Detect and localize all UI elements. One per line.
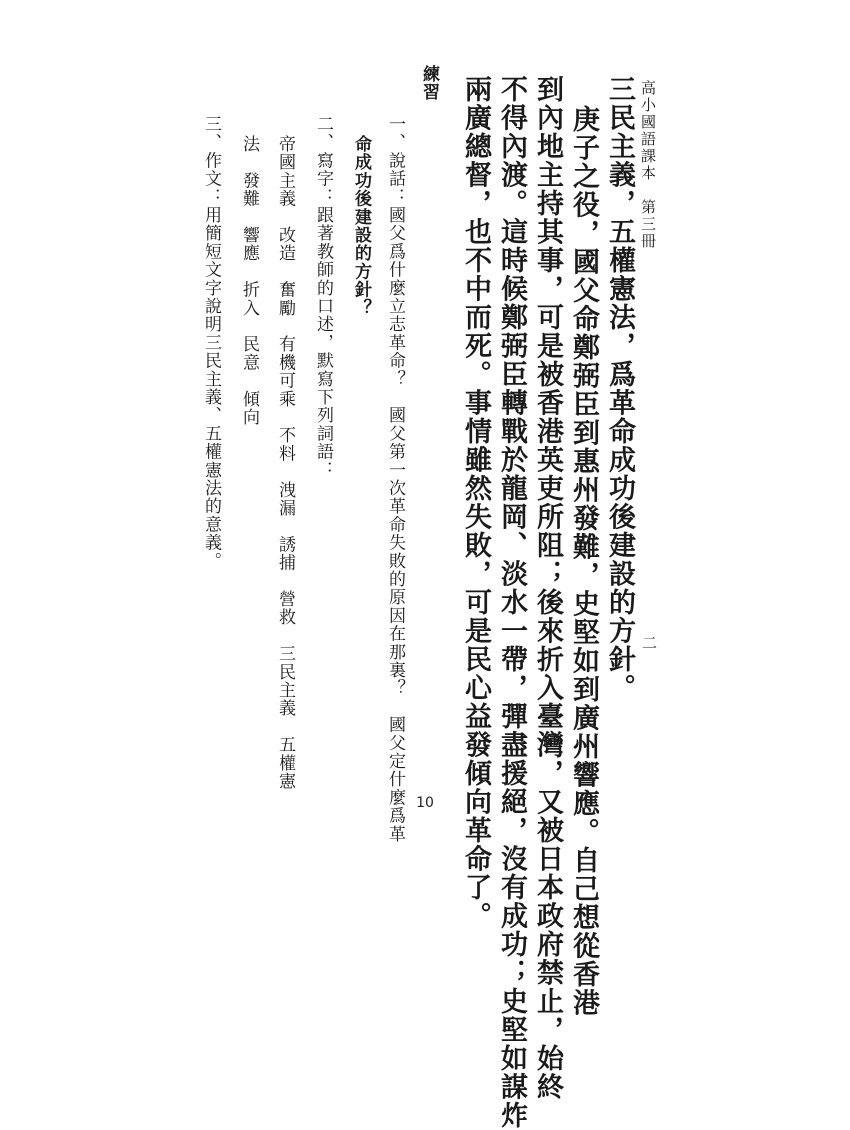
- practice-item-2-line-3: 法 發難 響應 折入 民意 傾向: [239, 135, 259, 427]
- practice-heading: 練習: [419, 65, 439, 102]
- body-line-3: 到內地主持其事，可是被香港英吏所阻；後來折入臺灣，又被日本政府禁止，始終: [532, 75, 563, 1101]
- page-number: 10: [416, 795, 434, 811]
- book-title-header: 高小國語課本 第三冊: [639, 80, 657, 250]
- practice-item-2-line-1: 二、寫字：跟著教師的口述，默寫下列詞語：: [313, 115, 333, 479]
- practice-item-1-line-2: 命成功後建設的方針？: [351, 135, 371, 317]
- practice-item-1-line-1: 一、說話：國父爲什麼立志革命？ 國父第一次革命失敗的原因在那裏？ 國父定什麼爲革: [385, 115, 405, 843]
- body-line-2: 庚子之役，國父命鄭弼臣到惠州發難，史堅如到廣州響應。自己想從香港: [568, 105, 599, 1017]
- practice-item-3-line-1: 三、作文：用簡短文字說明三民主義、五權憲法的意義。: [201, 115, 221, 570]
- body-line-1: 三民主義，五權憲法，爲革命成功後建設的方針。: [604, 75, 635, 702]
- page-mark: 二: [640, 635, 658, 652]
- practice-item-2-line-2: 帝國主義 改造 奮勵 有機可乘 不料 洩漏 誘捕 營救 三民主義 五權憲: [275, 135, 295, 791]
- body-line-5: 兩廣總督，也不中而死。事情雖然失敗，可是民心益發傾向革命了。: [460, 75, 491, 930]
- body-line-4: 不得內渡。這時候鄭弼臣轉戰於龍岡、淡水一帶，彈盡援絕，沒有成功；史堅如謀炸: [496, 75, 527, 1130]
